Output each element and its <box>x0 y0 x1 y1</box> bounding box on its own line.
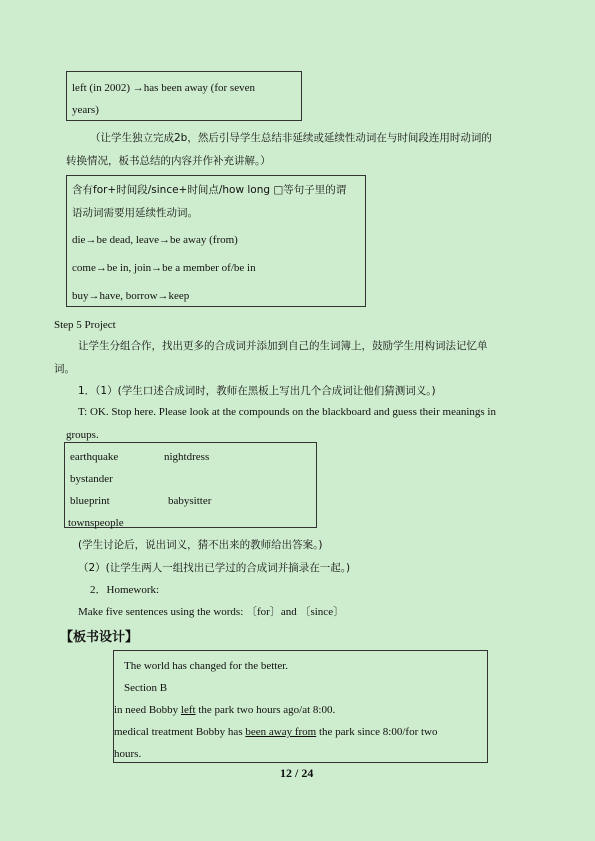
board-line4 <box>114 725 438 739</box>
box2-line5: buy→have, borrow→keep <box>72 290 190 302</box>
step5-title: Step 5 Project <box>54 319 116 331</box>
item2-note: （2）(让学生两人一组找出已学过的合成词并摘录在一起。) <box>78 562 351 574</box>
board-line3-underlined: left <box>180 704 196 716</box>
homework-label: 2．Homework: <box>90 584 160 596</box>
board-line5: hours. <box>114 748 142 760</box>
compound-word: earthquake <box>70 451 119 463</box>
board-line4-underlined: been away from <box>245 726 317 738</box>
note-2b-line1: （让学生独立完成2b，然后引导学生总结非延续或延续性动词在与时间段连用时动词的 <box>90 132 492 144</box>
board-line4-b: the park since 8:00/for two <box>316 726 438 738</box>
board-design-heading: 【板书设计】 <box>60 630 139 645</box>
compound-word: nightdress <box>164 451 210 463</box>
box2-line3: die→be dead, leave→be away (from) <box>72 234 238 246</box>
box2-line4: come→be in, join→be a member of/be in <box>72 262 256 274</box>
board-line4-a: medical treatment Bobby has <box>114 726 246 738</box>
teacher-line1: T: OK. Stop here. Please look at the compounds on the blackboard and guess their meanings in <box>78 406 496 418</box>
teacher-line2: groups. <box>66 429 99 441</box>
board-line2: Section B <box>124 682 168 694</box>
compound-word: bystander <box>70 473 113 485</box>
step5-para-line1: 让学生分组合作，找出更多的合成词并添加到自己的生词簿上，鼓励学生用构词法记忆单 <box>78 340 488 352</box>
note-2b-line2: 转换情况，板书总结的内容并作补充讲解。） <box>66 155 271 167</box>
discuss-note: (学生讨论后，说出词义，猜不出来的教师给出答案。) <box>78 539 323 551</box>
board-line3 <box>114 703 335 717</box>
step5-para-line2: 词。 <box>54 363 75 375</box>
board-line1: The world has changed for the better. <box>124 660 289 672</box>
step5-item1: 1．（1）(学生口述合成词时，教师在黑板上写出几个合成词让他们猜测词义。) <box>78 385 436 397</box>
compound-word: townspeople <box>68 517 124 529</box>
board-line3-b: the park two hours ago/at 8:00. <box>195 704 336 716</box>
box2-line1: 含有for+时间段/since+时间点/how long □等句子里的谓 <box>72 184 347 196</box>
compound-word: blueprint <box>70 495 110 507</box>
box2-line2: 语动词需要用延续性动词。 <box>72 207 198 219</box>
box1-line2: years) <box>72 104 99 116</box>
page-number: 12 / 24 <box>280 766 314 780</box>
homework-text: Make five sentences using the words: 〔for〕and 〔since〕 <box>78 606 345 618</box>
box1-line1: left (in 2002) →has been away (for seven <box>72 82 255 94</box>
compound-word: babysitter <box>168 495 212 507</box>
board-line3-a: in need Bobby <box>114 704 181 716</box>
summary-box-top <box>66 71 302 121</box>
